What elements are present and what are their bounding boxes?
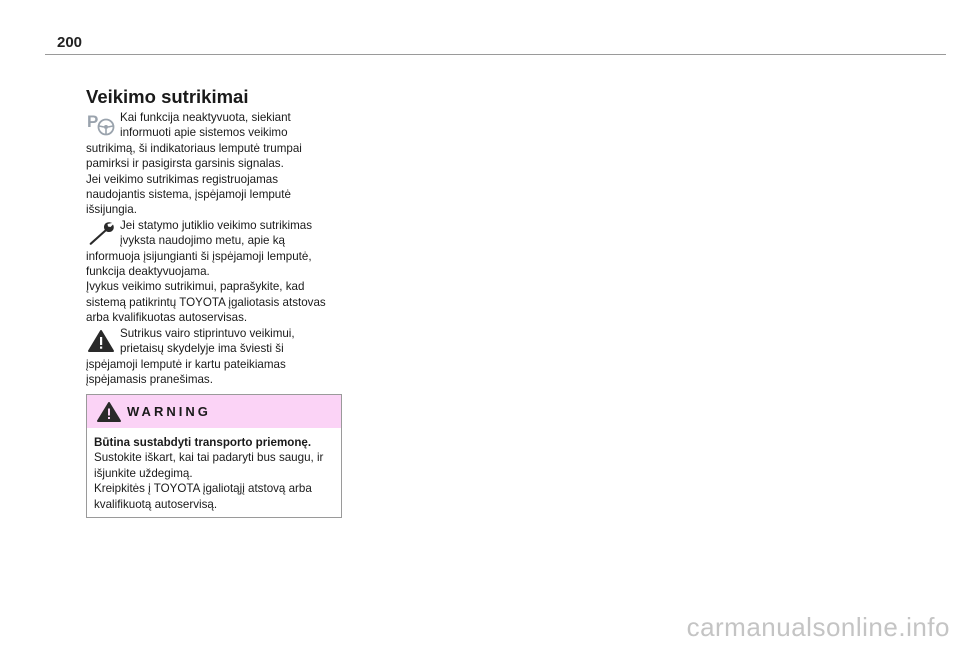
text-line: Kreipkitės į TOYOTA įgaliotąjį atstovą arba: [94, 482, 312, 496]
text-line: sutrikimą, ši indikatoriaus lemputė trumpai: [86, 141, 302, 155]
text-line: Kai funkcija neaktyvuota, siekiant: [120, 111, 291, 124]
text-line: kvalifikuotą autoservisą.: [94, 497, 218, 511]
watermark: carmanualsonline.info: [686, 612, 950, 642]
text-line: Įvykus veikimo sutrikimui, paprašykite, kad: [86, 280, 305, 294]
warning-triangle-icon: [96, 401, 122, 428]
text-line: naudojantis sistema, įspėjamoji lemputė: [86, 188, 291, 202]
text-line: išjunkite uždegimą.: [94, 466, 193, 480]
text-line: Sustokite iškart, kai tai padaryti bus saugu, ir: [94, 451, 324, 465]
warning-title: WARNING: [127, 404, 211, 419]
text-line: įvyksta naudojimo metu, apie ką: [120, 234, 285, 248]
warning-triangle-icon: [86, 328, 116, 354]
text-line: Jei statymo jutiklio veikimo sutrikimas: [120, 218, 312, 232]
text-line: įspėjamoji lemputė ir kartu pateikiamas: [86, 357, 286, 371]
warning-header: [87, 395, 341, 428]
paragraph-steering-fault: [86, 326, 342, 388]
paragraph-sensor-fault: [86, 218, 342, 326]
warning-bold-line: Būtina sustabdyti transporto priemonę.: [94, 436, 312, 449]
text-line: įspėjamasis pranešimas.: [86, 372, 213, 386]
text-line: sistemą patikrintų TOYOTA įgaliotasis atstovas: [86, 295, 326, 309]
svg-text:P: P: [87, 112, 99, 131]
text-line: Sutrikus vairo stiprintuvo veikimui,: [120, 326, 295, 340]
section-title: Veikimo sutrikimai: [86, 86, 249, 107]
content-column: [86, 108, 342, 387]
text-line: informuoti apie sistemos veikimo: [120, 126, 288, 140]
text-line: funkcija deaktyvuojama.: [86, 265, 210, 279]
wrench-icon: [86, 220, 116, 246]
warning-box: [86, 394, 342, 518]
paragraph-park-assist: [86, 110, 342, 218]
warning-body: [87, 428, 341, 512]
text-line: Jei veikimo sutrikimas registruojamas: [86, 172, 278, 186]
park-assist-fault-icon: [86, 112, 116, 138]
text-line: pamirksi ir pasigirsta garsinis signalas.: [86, 157, 284, 171]
text-line: prietaisų skydelyje ima šviesti ši: [120, 342, 284, 356]
text-line: arba kvalifikuotas autoservisas.: [86, 311, 248, 325]
header-rule: [45, 54, 946, 55]
text-line: informuoja įsijungianti ši įspėjamoji lemputė,: [86, 249, 312, 263]
page-number: 200: [57, 34, 83, 51]
text-line: išsijungia.: [86, 203, 137, 217]
